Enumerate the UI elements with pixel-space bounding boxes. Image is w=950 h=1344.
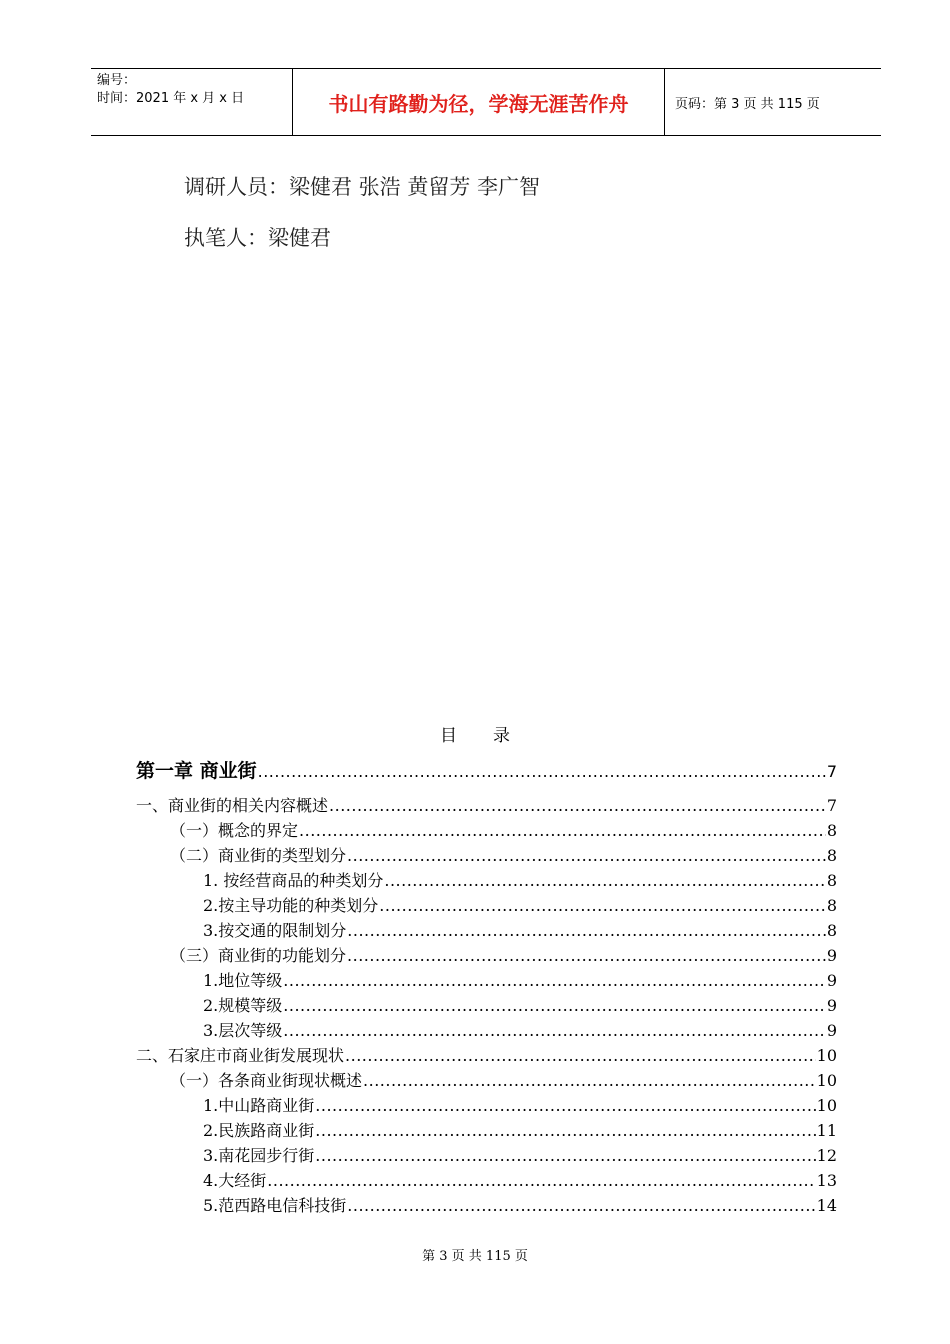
toc-leader-dots <box>283 969 826 993</box>
toc-entry[interactable] <box>203 1169 837 1193</box>
toc-entry-label: 1. 按经营商品的种类划分 <box>203 871 384 890</box>
toc-entry-page: 7 <box>826 762 837 781</box>
toc-entry-label: （一）各条商业街现状概述 <box>170 1071 363 1090</box>
toc-entry-label: 4.大经街 <box>203 1171 267 1190</box>
toc-entry-page: 10 <box>816 1096 837 1115</box>
toc-entry-page: 9 <box>826 971 837 990</box>
header-meta <box>91 69 293 135</box>
toc-leader-dots <box>267 1169 815 1193</box>
toc-entry-page: 8 <box>826 921 837 940</box>
toc-entry-page: 9 <box>826 996 837 1015</box>
toc-entry-page: 11 <box>816 1121 837 1140</box>
toc-entry[interactable] <box>203 994 837 1018</box>
toc-leader-dots <box>384 869 825 893</box>
toc-leader-dots <box>315 1144 815 1168</box>
toc-title-part-2: 录 <box>493 726 510 746</box>
toc-entry-page: 8 <box>826 871 837 890</box>
toc-leader-dots <box>345 1044 816 1068</box>
toc-title-part-1: 目 <box>440 726 457 746</box>
toc-entry-label: 5.范西路电信科技街 <box>203 1196 347 1215</box>
toc-entry-label: 2.民族路商业街 <box>203 1121 315 1140</box>
toc-entry[interactable] <box>203 919 837 943</box>
toc-leader-dots <box>258 760 826 784</box>
toc-leader-dots <box>315 1119 815 1143</box>
toc-leader-dots <box>347 944 826 968</box>
toc-entry-label: （一）概念的界定 <box>170 821 299 840</box>
toc-entry-page: 9 <box>826 1021 837 1040</box>
toc-entry-label: 2.按主导功能的种类划分 <box>203 896 379 915</box>
page-header <box>91 68 881 136</box>
toc-entry-label: 2.规模等级 <box>203 996 283 1015</box>
toc-leader-dots <box>347 844 826 868</box>
toc-entry-label: 二、石家庄市商业街发展现状 <box>136 1046 345 1065</box>
writer-line: 执笔人：梁健君 <box>184 226 331 250</box>
toc-entry[interactable] <box>203 1194 837 1218</box>
toc-entry-label: 1.地位等级 <box>203 971 283 990</box>
toc-entry-page: 8 <box>826 846 837 865</box>
toc-leader-dots <box>299 819 826 843</box>
toc-entry-label: 第一章 商业街 <box>136 760 257 782</box>
toc-entry[interactable] <box>136 759 837 783</box>
toc-leader-dots <box>347 919 826 943</box>
page-footer: 第 3 页 共 115 页 <box>422 1249 528 1264</box>
header-motto: 书山有路勤为径，学海无涯苦作舟 <box>293 69 665 135</box>
toc-entry-page: 10 <box>816 1071 837 1090</box>
toc-entry-page: 13 <box>816 1171 837 1190</box>
toc-leader-dots <box>283 994 826 1018</box>
toc-entry[interactable] <box>203 1094 837 1118</box>
toc-entry-label: 3.南花园步行街 <box>203 1146 315 1165</box>
toc-entry[interactable] <box>170 1069 837 1093</box>
toc-entry[interactable] <box>203 1144 837 1168</box>
document-number-label: 编号： <box>97 73 137 88</box>
toc-entry-page: 14 <box>816 1196 837 1215</box>
toc-entry[interactable] <box>136 1044 837 1068</box>
toc-entry-page: 7 <box>826 796 837 815</box>
toc-entry[interactable] <box>203 869 837 893</box>
toc-entry[interactable] <box>170 844 837 868</box>
toc-entry[interactable] <box>203 894 837 918</box>
toc-entry-label: 3.按交通的限制划分 <box>203 921 347 940</box>
header-page-number: 页码：第 3 页 共 115 页 <box>675 96 820 112</box>
toc-entry-page: 8 <box>826 896 837 915</box>
toc-title <box>0 721 950 746</box>
toc-leader-dots <box>379 894 826 918</box>
toc-entry-label: 1.中山路商业街 <box>203 1096 315 1115</box>
toc-leader-dots <box>363 1069 816 1093</box>
toc-entry-label: （二）商业街的类型划分 <box>170 846 347 865</box>
toc-entry-label: （三）商业街的功能划分 <box>170 946 347 965</box>
toc-leader-dots <box>329 794 826 818</box>
toc-entry[interactable] <box>203 969 837 993</box>
toc-entry-label: 一、商业街的相关内容概述 <box>136 796 329 815</box>
toc-entry-page: 12 <box>816 1146 837 1165</box>
toc-entry-page: 8 <box>826 821 837 840</box>
researchers-line: 调研人员：梁健君 张浩 黄留芳 李广智 <box>184 175 541 199</box>
toc-entry-page: 10 <box>816 1046 837 1065</box>
document-time-label: 时间：2021 年 x 月 x 日 <box>97 91 245 106</box>
toc-leader-dots <box>315 1094 815 1118</box>
toc-entry-page: 9 <box>826 946 837 965</box>
toc-entry[interactable] <box>136 794 837 818</box>
toc-entry[interactable] <box>170 819 837 843</box>
toc-entry[interactable] <box>170 944 837 968</box>
toc-leader-dots <box>283 1019 826 1043</box>
toc-entry[interactable] <box>203 1119 837 1143</box>
toc-leader-dots <box>347 1194 815 1218</box>
toc-entry-label: 3.层次等级 <box>203 1021 283 1040</box>
toc-entry[interactable] <box>203 1019 837 1043</box>
